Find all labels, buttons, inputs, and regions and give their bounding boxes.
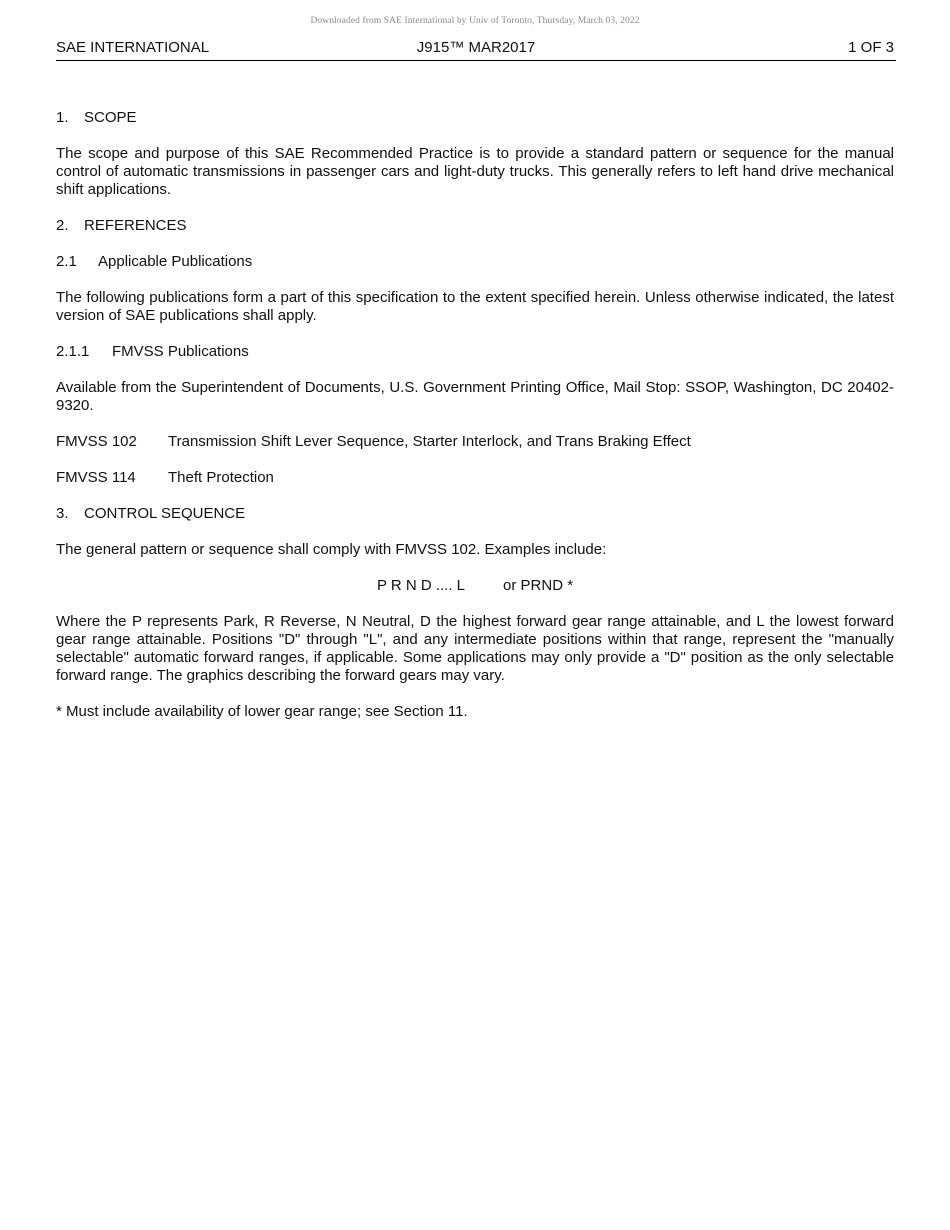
example-sequence-b: or PRND * bbox=[503, 577, 574, 594]
gear-positions-paragraph: Where the P represents Park, R Reverse, N Neutral, D the highest forward gear range attainable, and L the lowest forward gear range attainable. Positions "D" through "L", and any intermediate positions within that range, represent the "manually selectable" automatic forward ranges, if applicable. Some applications may only provide a "D" position as the only selectable forward range. The graphics describing the forward gears may vary. bbox=[56, 613, 894, 684]
section-number: 1. bbox=[56, 109, 69, 126]
section-title: CONTROL SEQUENCE bbox=[84, 505, 246, 522]
header-organization: SAE INTERNATIONAL bbox=[56, 39, 210, 56]
download-watermark: Downloaded from SAE International by Univ of Toronto, Thursday, March 03, 2022 bbox=[310, 16, 640, 26]
section-1-heading bbox=[56, 109, 894, 127]
page-header bbox=[56, 38, 896, 61]
gear-sequence-example bbox=[56, 577, 894, 595]
section-title: SCOPE bbox=[84, 109, 137, 126]
reference-title: Theft Protection bbox=[168, 469, 274, 486]
control-sequence-paragraph: The general pattern or sequence shall comply with FMVSS 102. Examples include: bbox=[56, 541, 607, 558]
reference-code: FMVSS 114 bbox=[56, 469, 136, 486]
section-title: FMVSS Publications bbox=[112, 343, 249, 360]
scope-paragraph: The scope and purpose of this SAE Recommended Practice is to provide a standard pattern or sequence for the manual control of automatic transmissions in passenger cars and light-duty trucks. This generally refers to left hand drive mechanical shift applications. bbox=[56, 145, 894, 198]
section-2-1-heading bbox=[56, 253, 894, 271]
reference-code: FMVSS 102 bbox=[56, 433, 137, 450]
section-2-heading bbox=[56, 217, 894, 235]
applicable-publications-paragraph: The following publications form a part of this specification to the extent specified herein. Unless otherwise indicated, the latest version of SAE publications shall apply. bbox=[56, 289, 894, 324]
fmvss-availability-paragraph: Available from the Superintendent of Documents, U.S. Government Printing Office, Mail Stop: SSOP, Washington, DC 20402-9320. bbox=[56, 379, 894, 414]
section-number: 2.1 bbox=[56, 253, 77, 270]
reference-item bbox=[56, 469, 894, 487]
footnote: * Must include availability of lower gear range; see Section 11. bbox=[56, 703, 468, 720]
header-document-number: J915™ MAR2017 bbox=[416, 39, 536, 56]
section-title: REFERENCES bbox=[84, 217, 187, 234]
section-title: Applicable Publications bbox=[98, 253, 253, 270]
reference-item bbox=[56, 433, 894, 451]
document-body bbox=[56, 109, 894, 739]
section-2-1-1-heading bbox=[56, 343, 894, 361]
section-number: 3. bbox=[56, 505, 69, 522]
header-page-number: 1 OF 3 bbox=[848, 39, 894, 56]
example-sequence-a: P R N D .... L bbox=[376, 577, 466, 594]
section-number: 2. bbox=[56, 217, 69, 234]
reference-title: Transmission Shift Lever Sequence, Starter Interlock, and Trans Braking Effect bbox=[168, 433, 691, 450]
section-3-heading bbox=[56, 505, 894, 523]
section-number: 2.1.1 bbox=[56, 343, 90, 360]
